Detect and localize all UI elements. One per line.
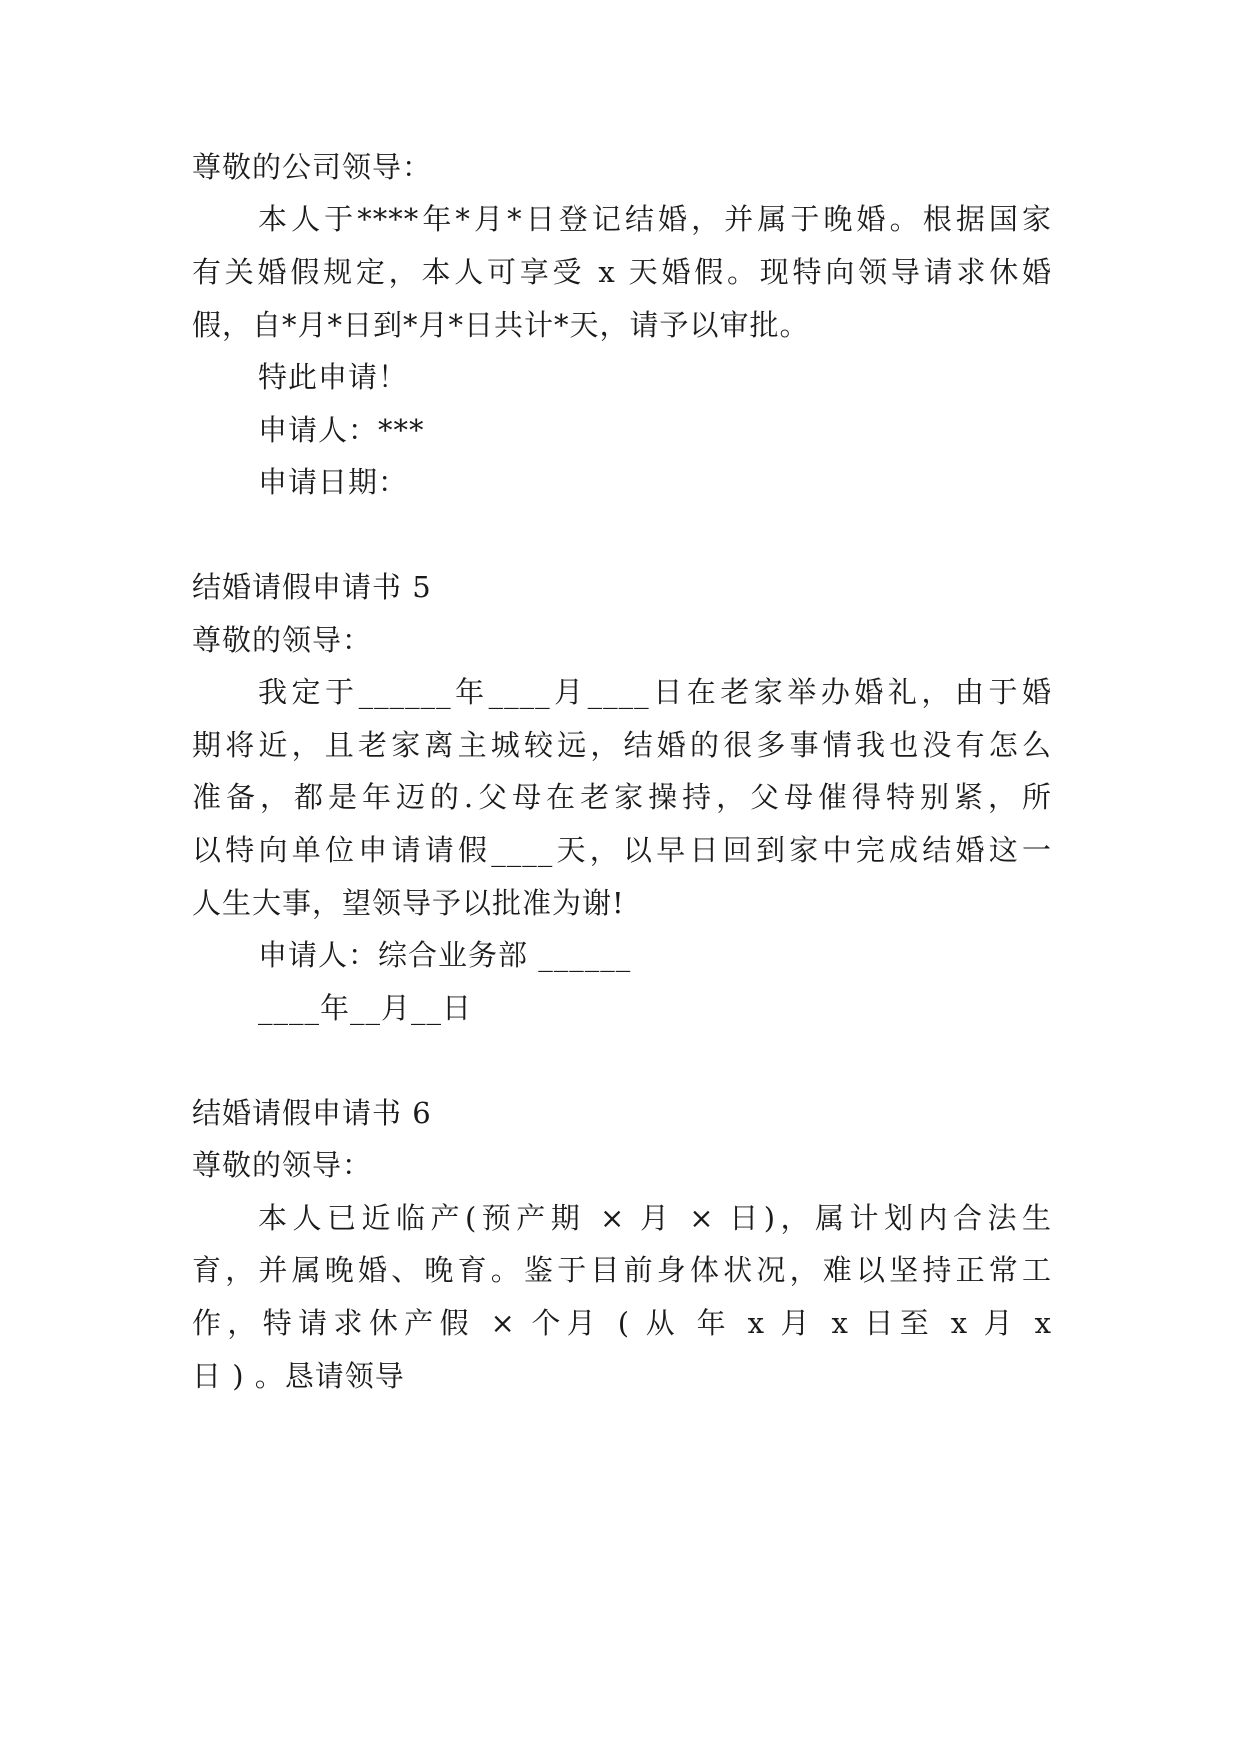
body-paragraph-line: 日 ) 。恳请领导: [192, 1359, 405, 1393]
body-paragraph-line: 作，特请求休产假 × 个月 ( 从 年 x 月 x 日至 x 月 x: [192, 1306, 1052, 1340]
body-paragraph-line: 以特向单位申请请假____天，以早日回到家中完成结婚这一: [192, 833, 1052, 867]
body-paragraph-line: 本人已近临产(预产期 × 月 × 日)，属计划内合法生: [258, 1201, 1052, 1235]
salutation: 尊敬的领导：: [192, 623, 373, 657]
salutation: 尊敬的公司领导：: [192, 150, 433, 184]
section-title: 结婚请假申请书 6: [192, 1096, 432, 1130]
body-paragraph-line: 本人于****年*月*日登记结婚，并属于晚婚。根据国家: [258, 202, 1052, 236]
body-paragraph-line: 我定于______年____月____日在老家举办婚礼，由于婚: [258, 675, 1052, 709]
body-paragraph-line: 育，并属晚婚、晚育。鉴于目前身体状况，难以坚持正常工: [192, 1253, 1052, 1287]
applicant-line: 申请人：***: [258, 413, 425, 447]
body-paragraph-line: 有关婚假规定，本人可享受 x 天婚假。现特向领导请求休婚: [192, 255, 1052, 289]
body-paragraph-line: 准备，都是年迈的.父母在老家操持，父母催得特别紧，所: [192, 780, 1052, 814]
date-line: 申请日期：: [258, 465, 409, 499]
body-paragraph-line: 期将近，且老家离主城较远，结婚的很多事情我也没有怎么: [192, 728, 1052, 762]
applicant-line: 申请人：综合业务部 ______: [258, 938, 632, 972]
closing-text: 特此申请！: [258, 360, 409, 394]
body-paragraph-line: 人生大事，望领导予以批准为谢!: [192, 886, 625, 920]
body-paragraph-line: 假，自*月*日到*月*日共计*天，请予以审批。: [192, 308, 810, 342]
date-line: ____年__月__日: [258, 991, 473, 1025]
salutation: 尊敬的领导：: [192, 1148, 373, 1182]
section-title: 结婚请假申请书 5: [192, 570, 432, 604]
